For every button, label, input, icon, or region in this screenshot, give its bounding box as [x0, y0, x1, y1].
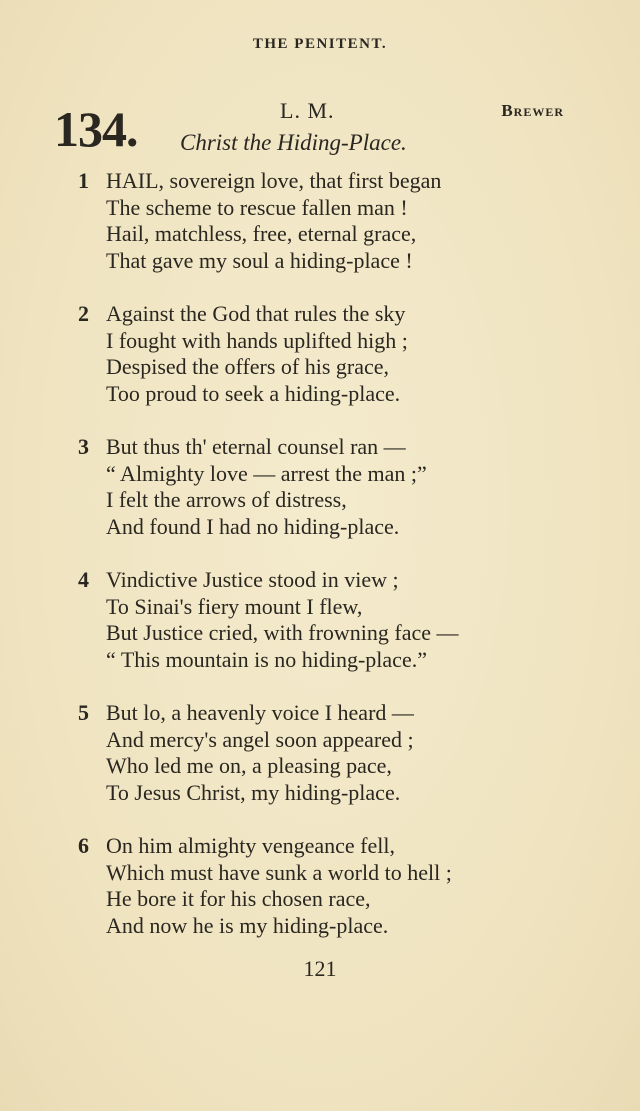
verse-line: “ This mountain is no hiding-place.”	[106, 646, 427, 672]
stanza-number: 2	[78, 301, 89, 326]
verse-line: On him almighty vengeance fell,	[106, 833, 395, 858]
stanza-lines	[106, 833, 578, 939]
stanza-number: 1	[78, 168, 89, 193]
verse-line: Hail, matchless, free, eternal grace,	[106, 221, 417, 246]
verse-line: HAIL, sovereign love, that first began	[106, 168, 442, 193]
verse-line: To Sinai's fiery mount I flew,	[106, 593, 363, 619]
stanza	[78, 700, 578, 806]
hymn-number: 134.	[54, 101, 138, 157]
verse-line: Against the God that rules the sky	[106, 301, 406, 326]
stanza-lines	[106, 434, 578, 540]
stanza	[78, 434, 578, 540]
verse-line: Who led me on, a pleasing pace,	[106, 753, 392, 778]
page-number: 121	[303, 956, 337, 981]
verse-line: I fought with hands uplifted high ;	[106, 327, 408, 353]
stanza-lines	[106, 301, 578, 407]
stanza	[78, 567, 578, 673]
verse-line: And now he is my hiding-place.	[106, 912, 389, 938]
stanza	[78, 301, 578, 407]
verse-line: “ Almighty love — arrest the man ;”	[106, 460, 427, 486]
verse-line: Too proud to seek a hiding-place.	[106, 380, 401, 406]
verse-line: And found I had no hiding-place.	[106, 513, 400, 539]
verse-line: That gave my soul a hiding-place !	[106, 247, 413, 273]
stanza-lines	[106, 700, 578, 806]
stanza-number: 6	[78, 833, 89, 858]
stanza-number: 5	[78, 700, 89, 725]
verse-line: But thus th' eternal counsel ran —	[106, 434, 406, 459]
verse-line: To Jesus Christ, my hiding-place.	[106, 779, 401, 805]
verse-line: Vindictive Justice stood in view ;	[106, 567, 399, 592]
verse-line: And mercy's angel soon appeared ;	[106, 726, 414, 752]
stanza	[78, 168, 578, 274]
stanza-lines	[106, 567, 578, 673]
stanza-number: 3	[78, 434, 89, 459]
verse-line: I felt the arrows of distress,	[106, 487, 347, 512]
verse-line: But Justice cried, with frowning face —	[106, 620, 459, 645]
stanza	[78, 833, 578, 939]
verse-line: Despised the offers of his grace,	[106, 354, 390, 379]
verse-line: The scheme to rescue fallen man !	[106, 194, 408, 220]
verse-line: He bore it for his chosen race,	[106, 886, 371, 911]
hymn-title: Christ the Hiding-Place.	[180, 130, 407, 155]
verse-line: But lo, a heavenly voice I heard —	[106, 700, 414, 725]
verse-line: Which must have sunk a world to hell ;	[106, 859, 452, 885]
tune-name: Brewer	[501, 101, 564, 120]
stanza-lines	[106, 168, 578, 274]
stanza-list	[78, 168, 578, 966]
stanza-number: 4	[78, 567, 89, 592]
hymn-meter: L. M.	[280, 98, 335, 123]
running-head: THE PENITENT.	[252, 36, 388, 52]
